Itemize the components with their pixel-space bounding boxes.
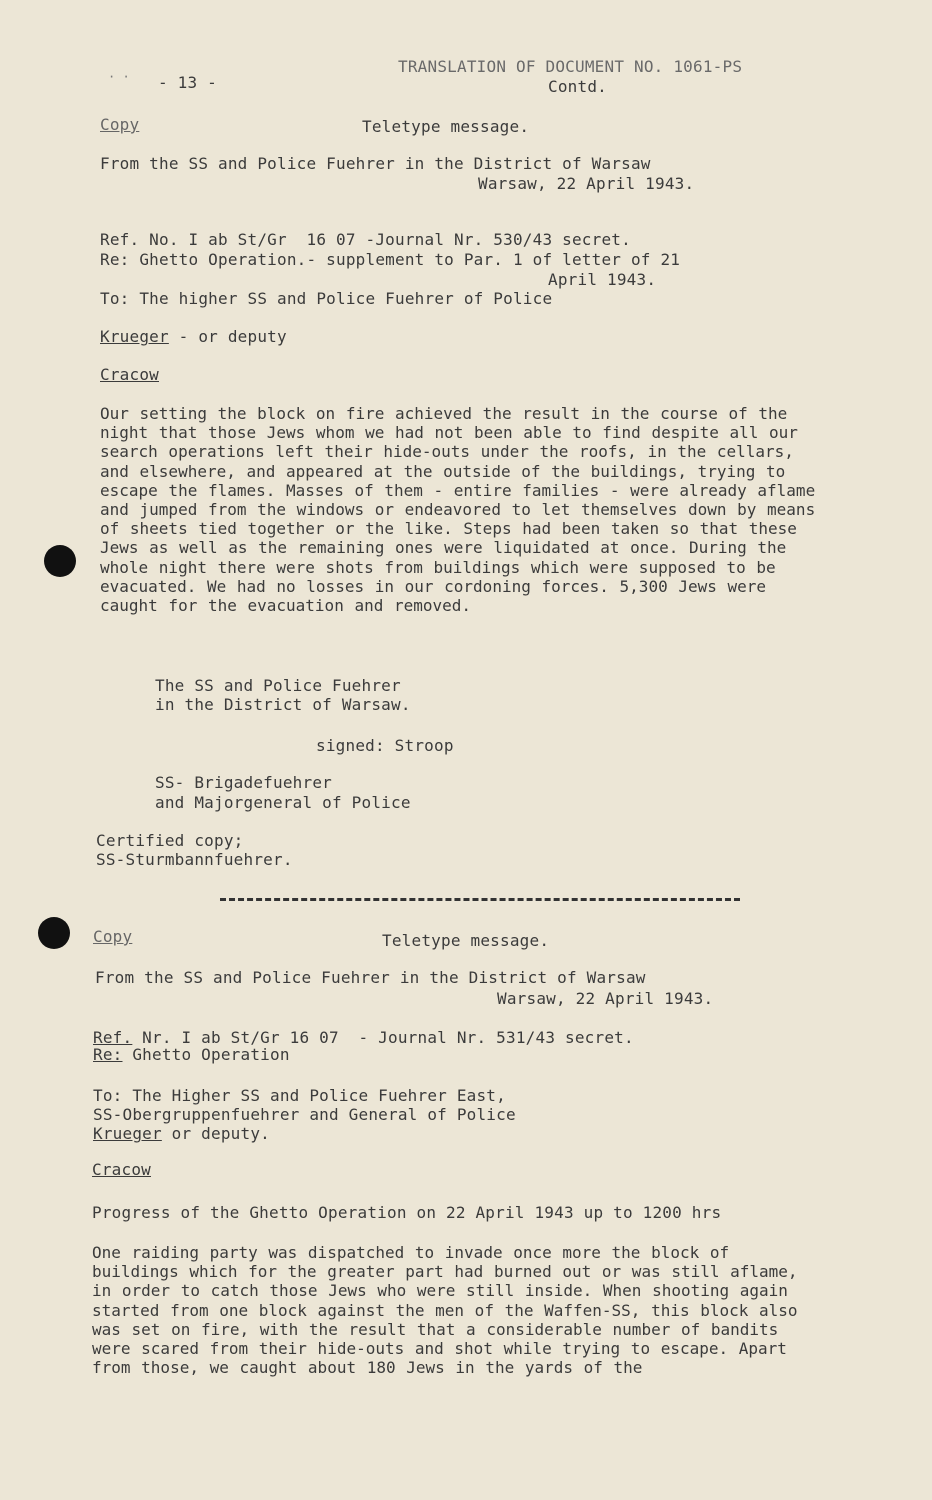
binder-hole-top <box>44 545 76 577</box>
signature-title-2: in the District of Warsaw. <box>155 695 411 714</box>
progress-heading: Progress of the Ghetto Operation on 22 April 1943 up to 1200 hrs <box>92 1203 722 1222</box>
certifier-rank: SS-Sturmbannfuehrer. <box>96 850 293 869</box>
continued-label: Contd. <box>548 77 607 96</box>
message-type: Teletype message. <box>362 117 530 136</box>
addressee-name-line-2 <box>93 1124 270 1143</box>
addressee-line: To: The higher SS and Police Fuehrer of Police <box>100 289 553 308</box>
message-body: Our setting the block on fire achieved the result in the course of the night that those Jews whom we had not been able to find despite all our search operations left their hide-outs under the roofs, in the cellars, and elsewhere, and appeared at the outside of the buildings, trying to escape the flames. Masses of them - entire families - were already aflame and jumped from the windows or endeavored to let themselves down by means of sheets tied together or the like. Steps had been taken so that these Jews as well as the remaining ones were liquidated at once. During the whole night there were shots from buildings which were supposed to be evacuated. We had no losses in our cordoning forces. 5,300 Jews were caught for the evacuation and removed. <box>100 404 816 616</box>
copy-label: Copy <box>100 115 140 134</box>
rank-line-1: SS- Brigadefuehrer <box>155 773 332 792</box>
addressee-rank-2: SS-Obergruppenfuehrer and General of Police <box>93 1105 516 1124</box>
copy-label-2: Copy <box>93 927 133 946</box>
addressee-name: Krueger <box>100 327 169 346</box>
binder-hole-bottom <box>38 917 70 949</box>
message-from-2: From the SS and Police Fuehrer in the District of Warsaw <box>95 968 646 987</box>
message-place-date: Warsaw, 22 April 1943. <box>478 174 695 193</box>
signature-title-1: The SS and Police Fuehrer <box>155 676 401 695</box>
addressee-deputy: - or deputy <box>168 327 287 346</box>
certified-copy: Certified copy; <box>96 831 244 850</box>
reference-text-2: Nr. I ab St/Gr 16 07 - Journal Nr. 531/43 secret. <box>132 1028 634 1047</box>
addressee-name-2: Krueger <box>93 1124 162 1143</box>
destination-city-2: Cracow <box>92 1160 151 1179</box>
message-place-date-2: Warsaw, 22 April 1943. <box>497 989 714 1008</box>
page-number: - 13 - <box>158 73 217 92</box>
subject-label-2: Re: <box>93 1045 123 1064</box>
subject-line: Re: Ghetto Operation.- supplement to Par. 1 of letter of 21 <box>100 250 681 269</box>
subject-line-2 <box>93 1045 290 1064</box>
signed-by: signed: Stroop <box>316 736 454 755</box>
message-type-2: Teletype message. <box>382 931 550 950</box>
document-title: TRANSLATION OF DOCUMENT NO. 1061-PS <box>398 57 743 76</box>
addressee-line-2: To: The Higher SS and Police Fuehrer East, <box>93 1086 506 1105</box>
addressee-deputy-2: or deputy. <box>161 1124 271 1143</box>
message-body-2: One raiding party was dispatched to invade once more the block of buildings which for the greater part had burned out or was still aflame, in order to catch those Jews who were still inside. When shooting again started from one block against the men of the Waffen-SS, this block also was set on fire, with the result that a considerable number of bandits were scared from their hide-outs and shot while trying to escape. Apart from those, we caught about 180 Jews in the yards of the <box>92 1243 798 1378</box>
message-from: From the SS and Police Fuehrer in the District of Warsaw <box>100 154 651 173</box>
subject-text-2: Ghetto Operation <box>122 1045 290 1064</box>
margin-marks: · · <box>108 70 130 84</box>
subject-line-continued: April 1943. <box>548 270 657 289</box>
addressee-name-line <box>100 327 287 346</box>
rank-line-2: and Majorgeneral of Police <box>155 793 411 812</box>
section-divider <box>220 898 740 901</box>
reference-line: Ref. No. I ab St/Gr 16 07 -Journal Nr. 530/43 secret. <box>100 230 631 249</box>
destination-city: Cracow <box>100 365 159 384</box>
reference-label-2: Ref. <box>93 1028 133 1047</box>
